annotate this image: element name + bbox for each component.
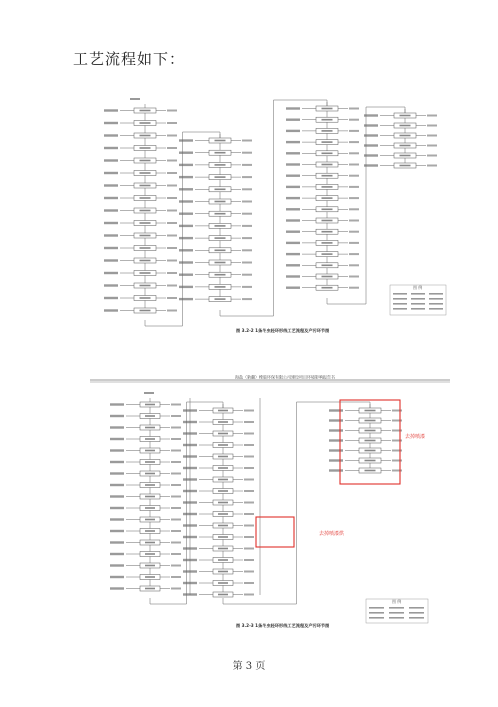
f1-col4-step-text-mark: [400, 135, 411, 137]
f1-col1-step-text-mark: [140, 172, 151, 174]
f2-col2-output-label-mark: [244, 536, 254, 538]
f1-col3-output-label-mark: [349, 220, 359, 222]
f1-col4-step-text-mark: [400, 125, 411, 127]
f2-col3-input-label-mark: [329, 419, 343, 421]
report-header: 海盐（新疆）橡胶环保有限公司建设项目环境影响报告书: [235, 375, 335, 380]
f1-col3-step-text-mark: [322, 197, 333, 199]
f1-col1-step-text-mark: [140, 160, 151, 162]
f2-legend-entry-mark: [389, 617, 404, 619]
f2-col1-step-text-mark: [145, 553, 155, 555]
f1-col3-input-label-mark: [286, 253, 300, 255]
f1-col1-output-label-mark: [167, 310, 177, 312]
f1-col1-input-label-mark: [104, 159, 118, 161]
f1-col3-step-text-mark: [322, 231, 333, 233]
f1-col2-step-text-mark: [215, 250, 226, 252]
f1-col3-output-label-mark: [349, 208, 359, 210]
f2-col1-step-text-mark: [145, 530, 155, 532]
f2-col2-output-label-mark: [244, 410, 254, 412]
f2-col1-step-text-mark: [145, 438, 155, 440]
f2-col1-input-label-mark: [110, 576, 124, 578]
f1-col3-step-text-mark: [322, 276, 333, 278]
f2-col1-output-label-mark: [171, 507, 181, 509]
f1-col2-step-text-mark: [215, 237, 226, 239]
f1-col3-output-label-mark: [349, 242, 359, 244]
f2-col1-input-label-mark: [110, 530, 124, 532]
f2-legend-entry-mark: [369, 607, 384, 609]
f2-start-label-mark: [144, 392, 154, 394]
f2-col2-output-label-mark: [244, 582, 254, 584]
f1-col2-step-text-mark: [215, 189, 226, 191]
f1-col1-input-label-mark: [104, 247, 118, 249]
f1-col1-input-label-mark: [104, 222, 118, 224]
f1-col2-output-label-mark: [242, 164, 252, 166]
f1-col3-input-label-mark: [286, 141, 300, 143]
f2-col1-output-label-mark: [171, 484, 181, 486]
f1-start-label-mark: [130, 98, 140, 100]
f2-col1-input-label-mark: [110, 518, 124, 520]
f2-legend-entry-mark: [409, 617, 424, 619]
f2-col2-step-text-mark: [218, 410, 228, 412]
f1-col2-input-label-mark: [179, 200, 193, 202]
f2-col1-step-text-mark: [145, 484, 155, 486]
f1-col2-input-label-mark: [179, 188, 193, 190]
f1-col4-step-text-mark: [400, 145, 411, 147]
f1-legend-entry-mark: [429, 303, 443, 305]
f1-col4-output-label-mark: [427, 155, 437, 157]
f2-col1-step-text-mark: [145, 542, 155, 544]
f2-col1-output-label-mark: [171, 450, 181, 452]
f1-col1-output-label-mark: [167, 147, 177, 149]
f1-col2-input-label-mark: [179, 261, 193, 263]
f1-col4-step-text-mark: [400, 165, 411, 167]
f1-col3-output-label-mark: [349, 253, 359, 255]
f1-col1-output-label-mark: [167, 285, 177, 287]
f2-legend-entry-mark: [369, 617, 384, 619]
f1-col1-step-text-mark: [140, 185, 151, 187]
f1-col1-input-label-mark: [104, 122, 118, 124]
f2-col1-input-label-mark: [110, 449, 124, 451]
f1-col1-output-label-mark: [167, 260, 177, 262]
f2-col2-step-text-mark: [218, 479, 228, 481]
f2-legend-entry-mark: [409, 607, 424, 609]
f2-col1-output-label-mark: [171, 427, 181, 429]
f2-col1-input-label-mark: [110, 541, 124, 543]
f1-col3-output-label-mark: [349, 141, 359, 143]
f1-col2-output-label-mark: [242, 274, 252, 276]
f1-col2-input-label-mark: [179, 164, 193, 166]
f1-col1-input-label-mark: [104, 109, 118, 111]
f2-col1-step-text-mark: [145, 415, 155, 417]
process-flow-diagram-1: [90, 88, 450, 350]
f2-col1-output-label-mark: [171, 404, 181, 406]
f1-col3-step-text-mark: [322, 153, 333, 155]
f2-col1-input-label-mark: [110, 403, 124, 405]
f2-col2-step-text-mark: [218, 525, 228, 527]
f1-col1-output-label-mark: [167, 160, 177, 162]
f1-col2-step-text-mark: [215, 176, 226, 178]
f1-legend-entry-mark: [393, 293, 407, 295]
f2-col1-step-text-mark: [145, 507, 155, 509]
f1-col3-step-text-mark: [322, 220, 333, 222]
f2-col1-step-text-mark: [145, 473, 155, 475]
f1-col3-input-label-mark: [286, 163, 300, 165]
f1-col1-step-text-mark: [140, 135, 151, 137]
f2-legend-entry-mark: [409, 612, 424, 614]
f1-col2-input-label-mark: [179, 225, 193, 227]
f1-col1-input-label-mark: [104, 147, 118, 149]
f1-col2-input-label-mark: [179, 176, 193, 178]
f1-col2-output-label-mark: [242, 298, 252, 300]
figure-2-legend-title: 图 例: [392, 599, 402, 604]
f1-col1-input-label-mark: [104, 184, 118, 186]
f1-col2-step-text-mark: [215, 286, 226, 288]
f1-col1-input-label-mark: [104, 309, 118, 311]
f1-col2-output-label-mark: [242, 237, 252, 239]
f2-col1-input-label-mark: [110, 438, 124, 440]
f1-col1-output-label-mark: [167, 172, 177, 174]
f1-col2-output-label-mark: [242, 249, 252, 251]
f2-col2-step-text-mark: [218, 433, 228, 435]
f2-col2-output-label-mark: [244, 513, 254, 515]
f2-col2-step-text-mark: [218, 490, 228, 492]
f1-col1-output-label-mark: [167, 247, 177, 249]
f2-col3-input-label-mark: [329, 459, 343, 461]
f1-col2-step-text-mark: [215, 298, 226, 300]
f1-col1-step-text-mark: [140, 297, 151, 299]
f1-col1-input-label-mark: [104, 197, 118, 199]
f2-col2-step-text-mark: [218, 456, 228, 458]
f1-col1-step-text-mark: [140, 197, 151, 199]
f2-col2-output-label-mark: [244, 444, 254, 446]
f1-col3-input-label-mark: [286, 264, 300, 266]
f1-col3-input-label-mark: [286, 152, 300, 154]
f2-legend-entry-mark: [389, 612, 404, 614]
f2-col1-step-text-mark: [145, 588, 155, 590]
f2-col1-output-label-mark: [171, 530, 181, 532]
f1-col1-output-label-mark: [167, 222, 177, 224]
f1-legend-entry-mark: [411, 308, 425, 310]
f1-col1-step-text-mark: [140, 260, 151, 262]
f1-col2-step-text-mark: [215, 262, 226, 264]
f2-col2-step-text-mark: [218, 559, 228, 561]
f1-col1-step-text-mark: [140, 222, 151, 224]
f2-col3-input-label-mark: [329, 469, 343, 471]
f1-col3-output-label-mark: [349, 119, 359, 121]
f1-col3-step-text-mark: [322, 119, 333, 121]
f1-col1-output-label-mark: [167, 210, 177, 212]
f1-col3-step-text-mark: [322, 265, 333, 267]
section-heading: 工艺流程如下：: [73, 50, 186, 68]
f1-col3-input-label-mark: [286, 242, 300, 244]
f1-col1-step-text-mark: [140, 210, 151, 212]
f1-col3-output-label-mark: [349, 152, 359, 154]
figure-1-caption: 图 3.2-2 1条冬虫轻环形线工艺流程及产污环节图: [236, 328, 330, 333]
f1-col4-output-label-mark: [427, 115, 437, 117]
f1-col3-step-text-mark: [322, 175, 333, 177]
f1-col2-step-text-mark: [215, 152, 226, 154]
f1-legend-entry-mark: [393, 303, 407, 305]
f1-col2-output-label-mark: [242, 140, 252, 142]
f1-col1-input-label-mark: [104, 172, 118, 174]
f1-col3-input-label-mark: [286, 197, 300, 199]
f2-col1-output-label-mark: [171, 519, 181, 521]
figure-2-caption: 图 3.2-3 1条冬虫轻环形线工艺流程及产污环节图: [236, 623, 330, 628]
f2-col3-input-label-mark: [329, 439, 343, 441]
f2-col1-input-label-mark: [110, 495, 124, 497]
f2-col1-input-label-mark: [110, 484, 124, 486]
f2-col3-step-text-mark: [365, 420, 376, 422]
f1-col4-output-label-mark: [427, 165, 437, 167]
f1-col2-output-label-mark: [242, 225, 252, 227]
f1-col1-output-label-mark: [167, 122, 177, 124]
f1-col3-output-label-mark: [349, 264, 359, 266]
f1-col1-step-text-mark: [140, 147, 151, 149]
f1-col1-output-label-mark: [167, 135, 177, 137]
f2-col1-output-label-mark: [171, 542, 181, 544]
f1-col2-input-label-mark: [179, 274, 193, 276]
f2-col3-step-text-mark: [365, 450, 376, 452]
f2-col1-step-text-mark: [145, 496, 155, 498]
f2-col1-step-text-mark: [145, 565, 155, 567]
f2-col3-step-text-mark: [365, 430, 376, 432]
f1-col2-output-label-mark: [242, 176, 252, 178]
f1-col2-step-text-mark: [215, 140, 226, 142]
f2-col2-output-label-mark: [244, 479, 254, 481]
f1-link-2-3: [220, 100, 327, 316]
f1-col1-output-label-mark: [167, 185, 177, 187]
f1-col2-output-label-mark: [242, 152, 252, 154]
f1-col4-output-label-mark: [427, 145, 437, 147]
f1-col1-output-label-mark: [167, 110, 177, 112]
f1-col1-step-text-mark: [140, 110, 151, 112]
page-number: 第 3 页: [232, 661, 266, 672]
f1-link-3-4: [327, 107, 405, 304]
f1-col2-input-label-mark: [179, 298, 193, 300]
f1-col2-output-label-mark: [242, 213, 252, 215]
f1-col4-output-label-mark: [427, 135, 437, 137]
f1-col1-step-text-mark: [140, 285, 151, 287]
f1-col1-output-label-mark: [167, 197, 177, 199]
f2-col1-output-label-mark: [171, 438, 181, 440]
f2-col2-step-text-mark: [218, 594, 228, 596]
f1-col3-input-label-mark: [286, 175, 300, 177]
f1-col3-output-label-mark: [349, 231, 359, 233]
f2-col3-input-label-mark: [329, 409, 343, 411]
f2-col3-step-text-mark: [365, 470, 376, 472]
f2-col1-input-label-mark: [110, 461, 124, 463]
f2-col2-output-label-mark: [244, 456, 254, 458]
f2-col3-step-text-mark: [365, 410, 376, 412]
f1-col3-output-label-mark: [349, 130, 359, 132]
f2-col2-output-label-mark: [244, 594, 254, 596]
f2-col1-step-text-mark: [145, 450, 155, 452]
f1-col2-step-text-mark: [215, 201, 226, 203]
f1-col1-step-text-mark: [140, 122, 151, 124]
f2-col1-input-label-mark: [110, 507, 124, 509]
f1-col3-step-text-mark: [322, 287, 333, 289]
f2-col2-output-label-mark: [244, 467, 254, 469]
f2-col2-output-label-mark: [244, 502, 254, 504]
f1-col3-step-text-mark: [322, 108, 333, 110]
f2-col1-output-label-mark: [171, 553, 181, 555]
f2-col2-output-label-mark: [244, 421, 254, 423]
f2-col1-output-label-mark: [171, 461, 181, 463]
f1-col2-step-text-mark: [215, 164, 226, 166]
f2-col2-step-text-mark: [218, 467, 228, 469]
f2-legend-entry-mark: [369, 612, 384, 614]
f2-col2-output-label-mark: [244, 525, 254, 527]
f1-col3-step-text-mark: [322, 186, 333, 188]
f2-col2-step-text-mark: [218, 421, 228, 423]
f1-col2-output-label-mark: [242, 201, 252, 203]
f1-col1-output-label-mark: [167, 297, 177, 299]
f1-col3-input-label-mark: [286, 287, 300, 289]
f1-col2-input-label-mark: [179, 213, 193, 215]
f1-col4-step-text-mark: [400, 115, 411, 117]
f2-col2-step-text-mark: [218, 444, 228, 446]
f1-col3-output-label-mark: [349, 276, 359, 278]
f1-col3-input-label-mark: [286, 208, 300, 210]
f2-col1-output-label-mark: [171, 473, 181, 475]
f2-col1-output-label-mark: [171, 496, 181, 498]
f2-col2-output-label-mark: [244, 548, 254, 550]
f2-col1-output-label-mark: [171, 588, 181, 590]
page-separator: [90, 375, 450, 387]
f1-col1-output-label-mark: [167, 272, 177, 274]
f1-col3-output-label-mark: [349, 186, 359, 188]
red-highlight-box-mid: [256, 517, 294, 547]
f1-col2-output-label-mark: [242, 188, 252, 190]
f2-col1-input-label-mark: [110, 415, 124, 417]
f1-col2-input-label-mark: [179, 139, 193, 141]
f1-col3-output-label-mark: [349, 287, 359, 289]
f2-col1-step-text-mark: [145, 519, 155, 521]
f2-col1-input-label-mark: [110, 553, 124, 555]
f2-col2-step-text-mark: [218, 513, 228, 515]
f2-col2-step-text-mark: [218, 571, 228, 573]
f2-col2-step-text-mark: [218, 582, 228, 584]
f1-col1-output-label-mark: [167, 235, 177, 237]
figure-2-legend: [366, 598, 428, 623]
f1-legend-entry-mark: [429, 308, 443, 310]
f2-col3-input-label-mark: [329, 449, 343, 451]
f1-col1-step-text-mark: [140, 235, 151, 237]
f1-col3-input-label-mark: [286, 107, 300, 109]
f1-col3-step-text-mark: [322, 242, 333, 244]
f1-legend-entry-mark: [411, 293, 425, 295]
f2-legend-entry-mark: [389, 607, 404, 609]
f1-legend-entry-mark: [393, 298, 407, 300]
f1-col3-output-label-mark: [349, 108, 359, 110]
figure-1-legend-title: 图 例: [413, 285, 423, 290]
f1-col1-input-label-mark: [104, 234, 118, 236]
f1-col3-input-label-mark: [286, 119, 300, 121]
f1-col1-input-label-mark: [104, 209, 118, 211]
f2-col2-output-label-mark: [244, 433, 254, 435]
f1-col1-input-label-mark: [104, 272, 118, 274]
annotation-remove-spray-right: 去掉喷漆: [405, 434, 426, 440]
annotation-remove-spray-mid: 去掉喷漆烘: [319, 531, 345, 537]
f1-legend-entry-mark: [393, 308, 407, 310]
f1-col3-input-label-mark: [286, 231, 300, 233]
f1-col1-step-text-mark: [140, 310, 151, 312]
f2-col2-step-text-mark: [218, 502, 228, 504]
figure-1-legend: [390, 284, 446, 315]
f1-col1-input-label-mark: [104, 134, 118, 136]
f2-col1-input-label-mark: [110, 587, 124, 589]
f1-col3-step-text-mark: [322, 164, 333, 166]
f1-col1-input-label-mark: [104, 297, 118, 299]
f1-col1-step-text-mark: [140, 247, 151, 249]
f1-col3-output-label-mark: [349, 175, 359, 177]
f2-col1-output-label-mark: [171, 415, 181, 417]
f1-col2-input-label-mark: [179, 286, 193, 288]
f2-col2-output-label-mark: [244, 571, 254, 573]
f2-col1-input-label-mark: [110, 472, 124, 474]
f1-col2-step-text-mark: [215, 225, 226, 227]
f2-col1-step-text-mark: [145, 576, 155, 578]
f1-col3-input-label-mark: [286, 275, 300, 277]
f1-legend-entry-mark: [429, 293, 443, 295]
process-flow-diagram-2: [90, 390, 450, 640]
f1-col2-input-label-mark: [179, 237, 193, 239]
f1-col3-step-text-mark: [322, 130, 333, 132]
f2-col1-input-label-mark: [110, 426, 124, 428]
f1-col1-input-label-mark: [104, 284, 118, 286]
f1-legend-entry-mark: [411, 303, 425, 305]
f1-col3-step-text-mark: [322, 141, 333, 143]
f2-col2-step-text-mark: [218, 548, 228, 550]
f2-col2-output-label-mark: [244, 490, 254, 492]
f1-col3-input-label-mark: [286, 219, 300, 221]
f1-col2-step-text-mark: [215, 213, 226, 215]
f2-col1-input-label-mark: [110, 564, 124, 566]
f1-col2-step-text-mark: [215, 274, 226, 276]
f2-col1-step-text-mark: [145, 461, 155, 463]
f1-col2-output-label-mark: [242, 262, 252, 264]
f1-legend-entry-mark: [429, 298, 443, 300]
f1-col2-input-label-mark: [179, 249, 193, 251]
f1-col3-output-label-mark: [349, 197, 359, 199]
f2-col2-step-text-mark: [218, 536, 228, 538]
f1-col3-step-text-mark: [322, 253, 333, 255]
f2-link-1-2: [150, 402, 223, 604]
f2-col3-step-text-mark: [365, 440, 376, 442]
f1-col4-output-label-mark: [427, 125, 437, 127]
f2-col1-output-label-mark: [171, 576, 181, 578]
f2-col1-step-text-mark: [145, 404, 155, 406]
f1-col3-output-label-mark: [349, 164, 359, 166]
f2-col3-input-label-mark: [329, 429, 343, 431]
f2-col1-output-label-mark: [171, 565, 181, 567]
f2-col3-step-text-mark: [365, 460, 376, 462]
f1-col1-step-text-mark: [140, 272, 151, 274]
f1-col4-step-text-mark: [400, 155, 411, 157]
f1-col3-input-label-mark: [286, 130, 300, 132]
f1-legend-entry-mark: [411, 298, 425, 300]
f1-col2-input-label-mark: [179, 152, 193, 154]
f1-col3-input-label-mark: [286, 186, 300, 188]
f2-col2-output-label-mark: [244, 559, 254, 561]
f2-col1-step-text-mark: [145, 427, 155, 429]
f1-col1-input-label-mark: [104, 259, 118, 261]
f1-col2-output-label-mark: [242, 286, 252, 288]
f1-col3-step-text-mark: [322, 209, 333, 211]
